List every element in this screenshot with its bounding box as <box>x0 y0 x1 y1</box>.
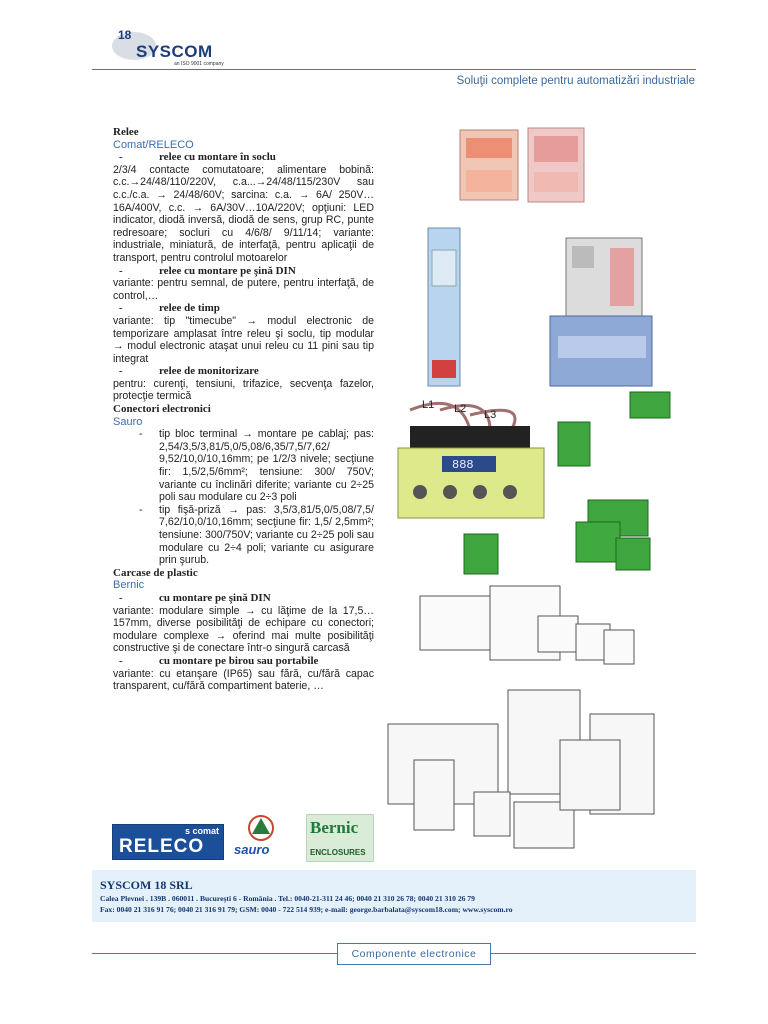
text-relee-timp: variante: tip "timecube" → modul electronic de temporizare amplasat între releu şi soclu, tip modular → modul electronic ataşat unui releu cu 11 pini sau tip integrat <box>113 314 374 365</box>
socket-relay-image <box>550 238 652 386</box>
section-title-relee: Relee <box>113 126 139 138</box>
logo-word: SYSCOM <box>136 42 213 61</box>
footer-contact: Fax: 0040 21 316 91 76; 0040 21 316 91 79; GSM: 0040 - 722 514 939; e-mail: george.barbalata@syscom18.com; www.syscom.ro <box>100 905 513 914</box>
subsection-relee-din: - relee cu montare pe şină DIN <box>119 264 296 277</box>
syscom-logo <box>112 26 232 68</box>
bernic-logo-main: Bernic <box>310 818 359 837</box>
timer-display: 888 <box>452 458 474 472</box>
text-relee-din: variante: pentru semnal, de putere, pentru interfaţă, de control,… <box>113 277 374 302</box>
bernic-logo-sub: ENCLOSURES <box>310 848 366 857</box>
sauro-logo <box>230 812 292 860</box>
l3-label: L3 <box>484 409 497 421</box>
main-text-column <box>113 126 374 693</box>
logo-number: 18 <box>118 28 132 42</box>
din-enclosure-images <box>420 586 634 664</box>
list-item-conector-bloc: - tip bloc terminal → montare pe cablaj; pas: 2,54/3,5/3,81/5,0/5,08/6,35/7,5/7,62/ 9,52/10,0/10,16mm; pe 1/2/3 nivele; secţiune fir: 1,5/2,5/6mm²; tensiune: 300/ 750V; variante cu înclinări diferite; variante cu 2÷25 poli sau modulare cu 2÷3 poli <box>139 428 374 504</box>
desktop-enclosure-images <box>388 690 654 848</box>
page-tagline: Soluţii complete pentru automatizări industriale <box>456 75 695 87</box>
subsection-relee-soclu: - relee cu montare în soclu <box>119 151 276 164</box>
releco-logo-main: RELECO <box>119 836 205 857</box>
din-relay-image <box>428 228 460 386</box>
l2-label: L2 <box>454 403 467 415</box>
subsection-carcase-din: - cu montare pe şină DIN <box>119 591 271 604</box>
footer-contact-box <box>92 870 696 922</box>
footer-address: Calea Plevnei . 139B . 060011 . Bucureşti 6 - România . Tel.: 0040-21-311 24 46; 0040 21 310 26 78; 0040 21 310 26 79 <box>100 894 475 903</box>
footer-company-name: SYSCOM 18 SRL <box>100 878 193 892</box>
logo-tagline: an ISO 9001 company <box>174 61 224 67</box>
header-divider <box>92 69 696 70</box>
releco-logo-top: s comat <box>184 826 219 836</box>
list-item-conector-fisa: - tip fişă-priză → pas: 3,5/3,81/5,0/5,08/7,5/ 7,62/10,0/10,16mm; secţiune fir: 1,5/ 2,5mm²; tensiune: 300/750V; variante cu 2÷25 poli sau modulare cu 2÷4 poli; variante cu asigurare prin şurub. <box>139 503 374 567</box>
monitoring-relay-image <box>398 399 544 518</box>
subsection-relee-monitorizare: - relee de monitorizare <box>119 365 259 378</box>
text-carcase-birou: variante: cu etanşare (IP65) sau fără, cu/fără capac transparent, cu/fără compartiment baterie, … <box>113 667 374 693</box>
subsection-carcase-birou: - cu montare pe birou sau portabile <box>119 654 319 667</box>
text-relee-monitorizare: pentru: curenţi, tensiuni, trifazice, secvenţa fazelor, protecţie termică <box>113 377 374 403</box>
bottom-section-label: Componente electronice <box>337 943 491 965</box>
section-title-conectori: Conectori electronici <box>113 403 211 416</box>
manufacturer-logos <box>112 812 374 862</box>
text-relee-soclu: 2/3/4 contacte comutatoare; alimentare bobină: c.c.→24/48/110/220V, c.a...→24/48/115/230V sau c.c./c.a. → 24/48/60V; sarcina: c.a. → 6A/ 250V…16A/400V, c.c. → 6A/30V…10A/220V; opţiuni: LED indicator, diodă inversă, diodă de sens, grup RC, punte redresoare; socluri cu 4/6/8/ 9/11/14; variante: industriale, miniatură, de interfaţă, pentru aplicaţii de transport, pentru controlul motoarelor <box>113 163 374 264</box>
sauro-logo-word: sauro <box>234 842 270 857</box>
section-title-carcase: Carcase de plastic <box>113 566 198 579</box>
text-carcase-din: variante: modulare simple → cu lăţime de la 17,5…157mm, diverse posibilităţi de echipare cu conectori; modulare complexe → oferind mai multe posibilităţi constructive şi de conectare într-o singură carcasă <box>113 604 374 655</box>
l1-label: L1 <box>422 399 435 411</box>
sauro-emblem-icon <box>230 812 292 846</box>
brand-bernic: Bernic <box>113 579 145 592</box>
bernic-logo <box>306 814 374 862</box>
brand-comat-releco: Comat/RELECO <box>113 138 194 151</box>
product-images <box>380 120 700 860</box>
brand-sauro: Sauro <box>113 415 143 428</box>
releco-logo <box>112 824 224 860</box>
subsection-relee-timp: - relee de timp <box>119 302 220 315</box>
relay-images <box>460 128 584 202</box>
